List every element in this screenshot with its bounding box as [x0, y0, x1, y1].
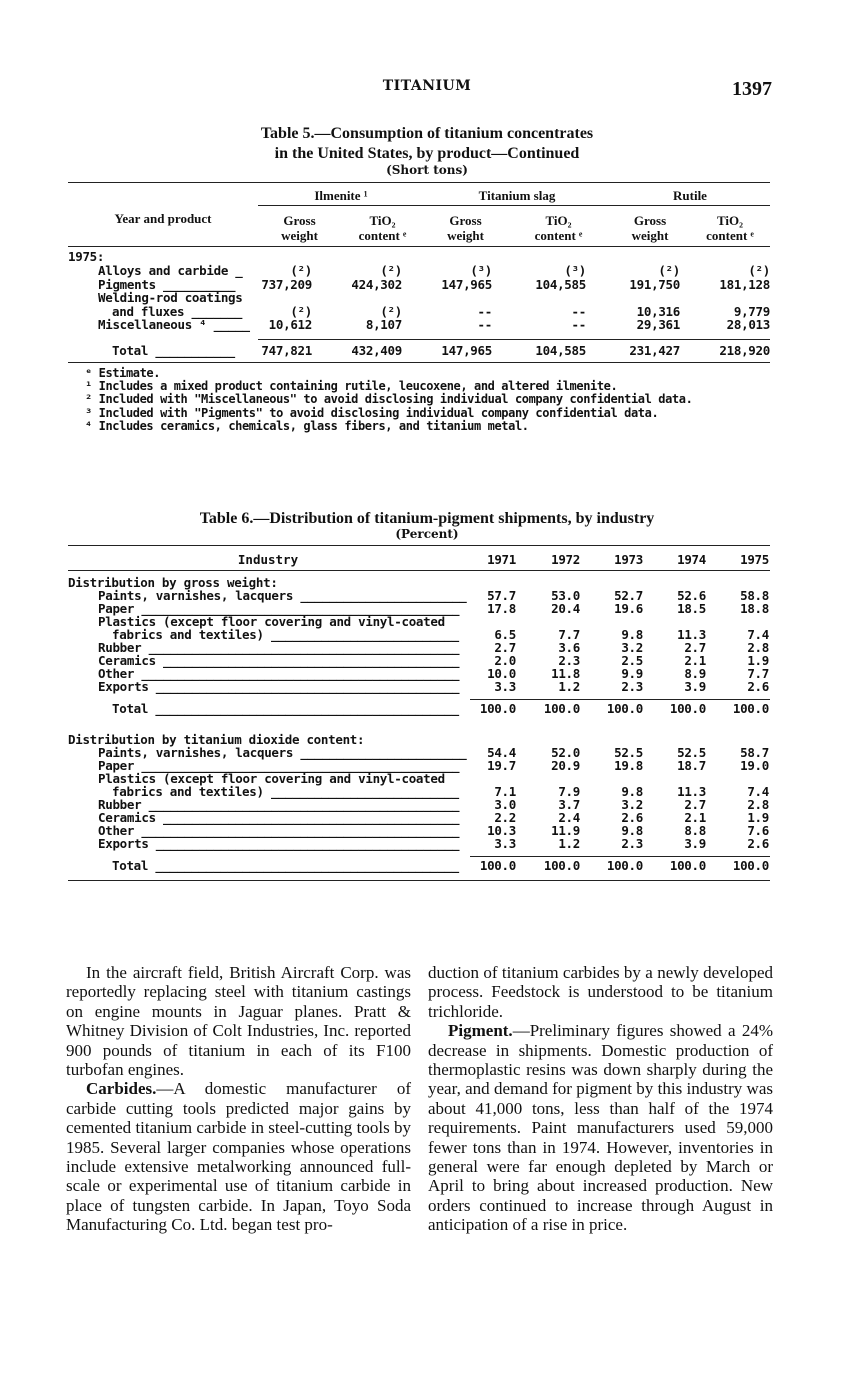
table-6-cell: 7.1 [494, 784, 516, 799]
table-5-cell: 29,361 [636, 317, 680, 332]
table-6-section-heading: Distribution by gross weight: [68, 575, 278, 590]
table-5-top-rule [68, 182, 770, 183]
table-6-cell: 3.2 [621, 640, 643, 655]
paragraph-carbides-continued: duction of titanium carbides by a newly developed process. Feedstock is understood to be titanium trichloride. [428, 963, 773, 1021]
table-6-cell: 11.3 [677, 627, 706, 642]
table-5-row-label: and fluxes _______ [112, 304, 243, 319]
paragraph-carbides [66, 1079, 411, 1234]
table-6-cell: 2.3 [621, 679, 643, 694]
table-6-cell: 19.0 [740, 758, 769, 773]
table-5-col-head-line1: TiO₂ [369, 213, 396, 228]
table-6-header-rule [68, 570, 770, 571]
table-6-row-label: Paper ____________________________________________ [98, 758, 460, 773]
table-5-footnote: ³ Included with "Pigments" to avoid disclosing individual company confidential data. [85, 405, 659, 420]
table-6-year-header: 1971 [487, 552, 516, 567]
table-6-cell: 2.7 [684, 797, 706, 812]
table-6-cell: 1.2 [558, 679, 580, 694]
table-5-cell: -- [477, 317, 492, 332]
table-6-cell: 7.4 [747, 784, 769, 799]
table-5-cell: 147,965 [441, 277, 492, 292]
table-6-cell: 18.5 [677, 601, 706, 616]
table-6-row-label: fabrics and textiles) __________________________ [112, 627, 459, 642]
table-6-cell: 2.6 [747, 836, 769, 851]
table-6-cell: 57.7 [487, 588, 516, 603]
table-6-cell: 19.8 [614, 758, 643, 773]
table-6-cell: 7.7 [558, 627, 580, 642]
table-6-bottom-rule [68, 880, 770, 881]
table-5-header-rule [68, 246, 770, 247]
table-6-cell: 58.8 [740, 588, 769, 603]
table-6-cell: 2.6 [747, 679, 769, 694]
paragraph-pigment-body: —Preliminary figures showed a 24% decrease in shipments. Domestic production of thermoplastic resins was down sharply during the year, and demand for pigment by this industry was about 41,000 tons, less than half of the 1974 requirements. Paint manufacturers used 59,000 fewer tons than in 1974. However, inventories in general were far enough depleted by March or April to bring about increased production. New orders continued to increase through August in anticipation of a rise in price. [428, 1021, 773, 1235]
table-6-cell: 2.3 [558, 653, 580, 668]
table-6-section-heading: Distribution by titanium dioxide content: [68, 732, 365, 747]
table-6-cell: 2.3 [621, 836, 643, 851]
table-5-col-head-line1: Gross [633, 213, 667, 228]
table-6-cell: 18.7 [677, 758, 706, 773]
table-6-total-cell: 100.0 [479, 858, 516, 873]
table-6-cell: 7.7 [747, 666, 769, 681]
table-6-cell: 1.2 [558, 836, 580, 851]
table-6-row-label: fabrics and textiles) __________________________ [112, 784, 459, 799]
table-6-total-cell: 100.0 [732, 858, 769, 873]
table-6-row-label: Ceramics _________________________________________ [98, 810, 460, 825]
table-6-row-label: Rubber ___________________________________________ [98, 640, 460, 655]
table-6-cell: 9.8 [621, 627, 643, 642]
table-6-total-cell: 100.0 [606, 858, 643, 873]
table-6-row-label: Ceramics _________________________________________ [98, 653, 460, 668]
table-6-cell: 2.0 [494, 653, 516, 668]
table-6-cell: 1.9 [747, 653, 769, 668]
table-5-cell: (³) [470, 263, 492, 278]
table-6-cell: 7.9 [558, 784, 580, 799]
table-5-cell: 28,013 [726, 317, 770, 332]
table-5-footnote: ¹ Includes a mixed product containing rutile, leucoxene, and altered ilmenite. [85, 379, 618, 394]
table-6-year-header: 1975 [740, 552, 769, 567]
page-header-title: TITANIUM [382, 78, 472, 94]
table-6-cell: 2.8 [747, 797, 769, 812]
table-5-footnote: ⁴ Includes ceramics, chemicals, glass fibers, and titanium metal. [85, 418, 529, 433]
table-5-stub-header: Year and product [114, 211, 212, 226]
table-6-cell: 2.1 [684, 653, 706, 668]
table-5-total-rule [258, 339, 770, 340]
table-6-cell: 3.9 [684, 679, 706, 694]
table-5-total-cell: 218,920 [719, 343, 770, 358]
table-6-row-label: Paints, varnishes, lacquers _______________________ [98, 745, 467, 760]
table-5-cell: -- [571, 304, 586, 319]
table-6-total-cell: 100.0 [479, 701, 516, 716]
table-6-unit: (Percent) [395, 527, 459, 541]
table-5-cell: -- [477, 304, 492, 319]
table-6-cell: 6.5 [494, 627, 516, 642]
table-5-total-cell: 104,585 [535, 343, 586, 358]
table-5-cell: 737,209 [261, 277, 312, 292]
table-6-cell: 3.3 [494, 679, 516, 694]
table-6-total-cell: 100.0 [669, 858, 706, 873]
table-6-total-cell: 100.0 [606, 701, 643, 716]
table-5-total-cell: 747,821 [261, 343, 312, 358]
heading-pigment: Pigment. [448, 1021, 513, 1041]
table-6-total-cell: 100.0 [543, 701, 580, 716]
table-6-cell: 52.5 [614, 745, 643, 760]
table-5-total-cell: 231,427 [629, 343, 680, 358]
table-6-total-cell: 100.0 [669, 701, 706, 716]
table-6-row-label: Paints, varnishes, lacquers _______________________ [98, 588, 467, 603]
table-6-cell: 9.9 [621, 666, 643, 681]
table-5-bottom-rule [68, 362, 770, 363]
table-6-row-label: Plastics (except floor covering and vinyl-coated [98, 614, 445, 629]
table-6-cell: 52.5 [677, 745, 706, 760]
table-5-cell: 8,107 [365, 317, 402, 332]
table-6-row-label: Plastics (except floor covering and vinyl-coated [98, 771, 445, 786]
table-6-row-label: Rubber ___________________________________________ [98, 797, 460, 812]
table-5-cell: 191,750 [629, 277, 680, 292]
table-5-cell: (²) [748, 263, 770, 278]
table-6-year-header: 1973 [614, 552, 643, 567]
table-6-cell: 11.3 [677, 784, 706, 799]
table-5-group-rule [258, 205, 770, 206]
table-5-footnote: ᵉ Estimate. [85, 366, 161, 380]
table-5-col-head-line2: content ᵉ [706, 228, 754, 243]
table-6-cell: 2.7 [684, 640, 706, 655]
table-5-row-label: Miscellaneous ⁴ _____ [98, 317, 250, 332]
table-5-cell: (²) [658, 263, 680, 278]
table-5-col-head-line2: content ᵉ [358, 228, 407, 243]
table-6-cell: 9.8 [621, 823, 643, 838]
table-5-col-head-line1: Gross [283, 213, 316, 228]
table-6-cell: 2.5 [621, 653, 643, 668]
table-6-stub-header: Industry [237, 552, 299, 567]
table-5-cell: (²) [380, 304, 402, 319]
table-6-cell: 17.8 [487, 601, 516, 616]
table-5-footnote: ² Included with "Miscellaneous" to avoid disclosing individual company confidential data. [85, 392, 693, 407]
table-6-cell: 8.8 [684, 823, 706, 838]
table-6-cell: 2.1 [684, 810, 706, 825]
table-6-cell: 3.2 [621, 797, 643, 812]
table-6-cell: 8.9 [684, 666, 706, 681]
table-5-cell: (²) [380, 263, 402, 278]
table-6-cell: 20.9 [551, 758, 580, 773]
table-5-col-head-line1: TiO₂ [545, 213, 572, 228]
table-6-cell: 2.8 [747, 640, 769, 655]
table-6-cell: 18.8 [740, 601, 769, 616]
table-6-cell: 7.4 [747, 627, 769, 642]
table-6-top-rule [68, 545, 770, 546]
table-5-cell: (³) [564, 263, 586, 278]
table-6-cell: 3.0 [494, 797, 516, 812]
table-6-cell: 3.7 [558, 797, 580, 812]
table-6-cell: 52.7 [614, 588, 643, 603]
table-5-col-head-line2: weight [447, 228, 484, 243]
table-5-cell: 424,302 [351, 277, 402, 292]
table-5-cell: -- [571, 317, 586, 332]
table-5-group-ilmenite: Ilmenite ¹ [314, 188, 368, 203]
table-6-year-header: 1972 [551, 552, 580, 567]
table-6-total-label: Total __________________________________________ [112, 858, 459, 873]
table-6-cell: 2.7 [494, 640, 516, 655]
table-6-cell: 3.3 [494, 836, 516, 851]
table-6-cell: 10.0 [487, 666, 516, 681]
table-6-total-cell: 100.0 [543, 858, 580, 873]
table-6-cell: 52.6 [677, 588, 706, 603]
table-5-title-line2: in the United States, by product—Continued [274, 145, 580, 162]
table-5-cell: (²) [290, 304, 312, 319]
table-5-col-head-line2: content ᵉ [534, 228, 583, 243]
table-6-total-rule [470, 699, 770, 700]
table-5-row-label: Alloys and carbide _ [98, 263, 243, 278]
table-5-total-label: Total ___________ [112, 343, 235, 358]
table-6-cell: 3.9 [684, 836, 706, 851]
heading-carbides: Carbides. [86, 1079, 157, 1099]
table-5-col-head-line2: weight [281, 228, 318, 243]
table-5-cell: (²) [290, 263, 312, 278]
paragraph-aircraft: In the aircraft field, British Aircraft Corp. was reportedly replacing steel with titanium castings on engine mounts in Jaguar planes. Pratt & Whitney Division of Colt Industries, Inc. reported 900 pounds of titanium in each of its F100 turbofan engines. [66, 963, 411, 1080]
table-6-cell: 2.6 [621, 810, 643, 825]
table-6-row-label: Other ____________________________________________ [98, 666, 460, 681]
table-6-total-rule [470, 856, 770, 857]
table-6-cell: 52.0 [551, 745, 580, 760]
table-6-cell: 53.0 [551, 588, 580, 603]
table-6-cell: 2.2 [494, 810, 516, 825]
table-5-unit: (Short tons) [386, 163, 468, 177]
table-6-total-label: Total __________________________________________ [112, 701, 459, 716]
table-6-row-label: Paper ____________________________________________ [98, 601, 460, 616]
table-6-cell: 58.7 [740, 745, 769, 760]
table-6-cell: 19.6 [614, 601, 643, 616]
table-5-col-head-line1: Gross [449, 213, 482, 228]
table-6-cell: 19.7 [487, 758, 516, 773]
table-5-row-label: Welding-rod coatings [98, 290, 243, 305]
table-5-group-rutile: Rutile [673, 188, 707, 203]
table-6-year-header: 1974 [677, 552, 706, 567]
table-6-cell: 7.6 [747, 823, 769, 838]
table-6-cell: 11.8 [551, 666, 580, 681]
text-column-left [66, 963, 411, 1235]
table-6-cell: 10.3 [487, 823, 516, 838]
table-5-group-slag: Titanium slag [478, 188, 556, 203]
table-5-cell: 10,612 [268, 317, 312, 332]
table-6-cell: 20.4 [551, 601, 580, 616]
table-6-total-cell: 100.0 [732, 701, 769, 716]
table-5-cell: 9,779 [733, 304, 770, 319]
paragraph-pigment [428, 1021, 773, 1234]
table-5-col-head-line1: TiO₂ [716, 213, 744, 228]
table-6-cell: 3.6 [558, 640, 580, 655]
paragraph-carbides-body: —A domestic manufacturer of carbide cutting tools predicted major gains by cemented titanium carbide in steel-cutting tools by 1985. Several larger companies whose operations include extensive metalworking announced full-scale or experimental use of titanium carbide in place of tungsten carbide. In Japan, Toyo Soda Manufacturing Co. Ltd. began test pro- [66, 1079, 411, 1235]
table-5-total-cell: 147,965 [441, 343, 492, 358]
table-5-cell: 104,585 [535, 277, 586, 292]
table-5-cell: 10,316 [636, 304, 680, 319]
table-6-cell: 2.4 [558, 810, 580, 825]
table-5-title-line1: Table 5.—Consumption of titanium concentrates [260, 125, 594, 142]
table-5-cell: 181,128 [719, 277, 770, 292]
table-6-cell: 1.9 [747, 810, 769, 825]
table-5-col-head-line2: weight [631, 228, 669, 243]
table-6-row-label: Other ____________________________________________ [98, 823, 460, 838]
text-column-right [428, 963, 773, 1235]
table-6-cell: 54.4 [487, 745, 516, 760]
table-6-cell: 9.8 [621, 784, 643, 799]
table-5-year: 1975: [68, 249, 105, 264]
table-6-cell: 11.9 [551, 823, 580, 838]
table-5-total-cell: 432,409 [351, 343, 402, 358]
table-6-row-label: Exports __________________________________________ [98, 836, 460, 851]
table-6-row-label: Exports __________________________________________ [98, 679, 460, 694]
table-5-row-label: Pigments __________ [98, 277, 236, 292]
table-6-title: Table 6.—Distribution of titanium-pigment shipments, by industry [199, 510, 655, 527]
page-number: 1397 [732, 78, 772, 100]
